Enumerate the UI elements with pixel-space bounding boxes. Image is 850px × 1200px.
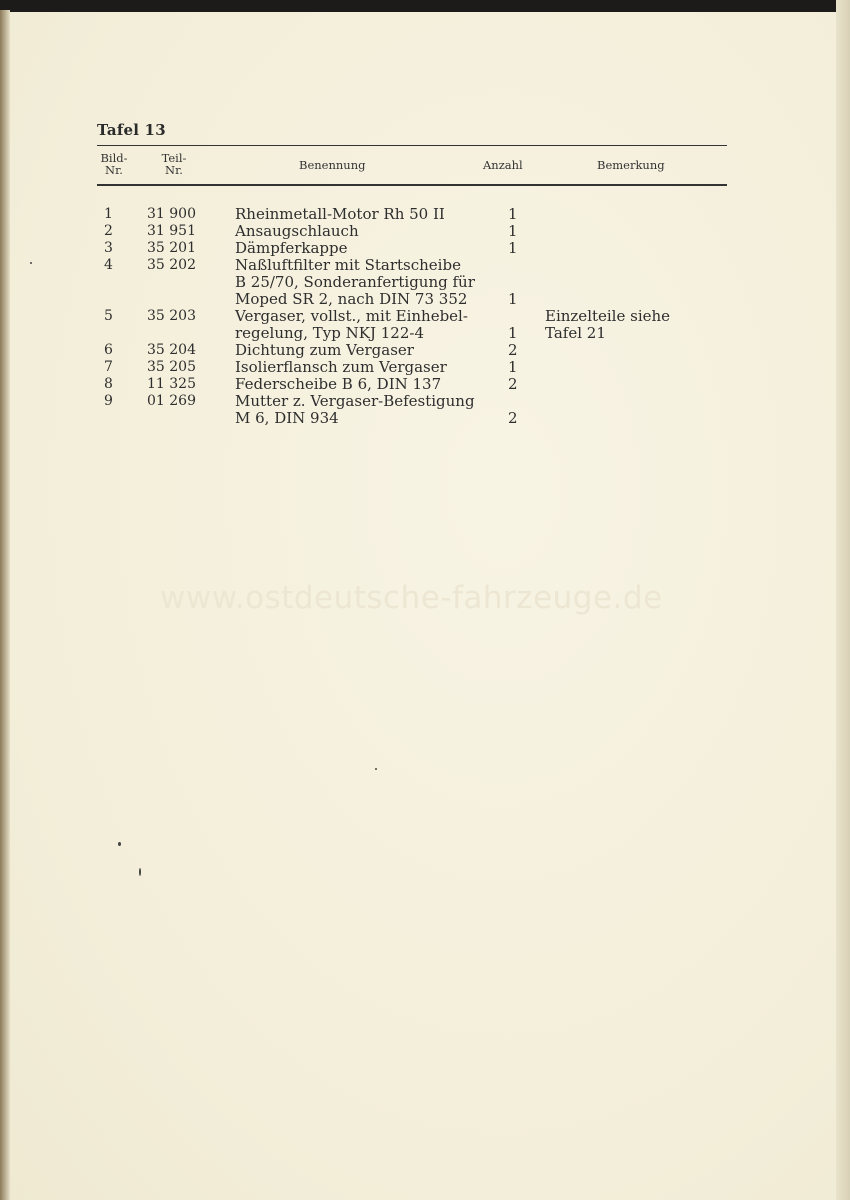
parts-table-body <box>0 206 850 427</box>
benennung-line: Naßluftfilter mit Startscheibe <box>235 256 461 274</box>
watermark: www.ostdeutsche-fahrzeuge.de <box>160 580 663 616</box>
bild-nr-cell: 2 <box>104 223 113 239</box>
scan-speck <box>118 842 121 846</box>
benennung-cell <box>235 359 447 376</box>
anzahl-cell: 1 <box>508 205 518 223</box>
scan-left-edge <box>0 10 10 1200</box>
header-anzahl: Anzahl <box>483 158 523 172</box>
header-teil-line-1: Teil- <box>161 151 187 165</box>
header-top-rule <box>97 145 727 146</box>
bemerkung-cell <box>545 308 670 342</box>
benennung-line: Dichtung zum Vergaser <box>235 341 414 359</box>
benennung-cell <box>235 376 441 393</box>
header-teil-nr <box>154 152 194 176</box>
teil-nr-cell: 31 900 <box>147 206 196 222</box>
benennung-line: Isolierflansch zum Vergaser <box>235 358 447 376</box>
page-title: Tafel 13 <box>97 121 166 139</box>
teil-nr-cell: 35 202 <box>147 257 196 273</box>
anzahl-cell: 1 <box>508 290 518 308</box>
bild-nr-cell: 1 <box>104 206 113 222</box>
anzahl-cell: 2 <box>508 375 518 393</box>
teil-nr-cell: 35 204 <box>147 342 196 358</box>
table-row <box>0 223 850 240</box>
teil-nr-cell: 35 205 <box>147 359 196 375</box>
header-bild-line-1: Bild- <box>100 151 128 165</box>
scan-speck <box>139 868 141 876</box>
header-bemerkung: Bemerkung <box>597 158 665 172</box>
bild-nr-cell: 6 <box>104 342 113 358</box>
teil-nr-cell: 35 203 <box>147 308 196 324</box>
scan-speck <box>30 262 32 264</box>
benennung-line: Mutter z. Vergaser-Befestigung <box>235 392 475 410</box>
table-row <box>0 393 850 427</box>
teil-nr-cell: 01 269 <box>147 393 196 409</box>
table-row <box>0 376 850 393</box>
header-teil-line-2: Nr. <box>165 163 183 177</box>
benennung-cell <box>235 257 475 308</box>
benennung-cell <box>235 223 359 240</box>
bemerkung-line: Einzelteile siehe <box>545 307 671 325</box>
teil-nr-cell: 11 325 <box>147 376 196 392</box>
bild-nr-cell: 5 <box>104 308 113 324</box>
table-row <box>0 257 850 308</box>
benennung-line: Rheinmetall-Motor Rh 50 II <box>235 205 445 223</box>
benennung-cell <box>235 206 445 223</box>
table-row <box>0 240 850 257</box>
benennung-line: B 25/70, Sonderanfertigung für <box>235 273 475 291</box>
benennung-line: Federscheibe B 6, DIN 137 <box>235 375 442 393</box>
teil-nr-cell: 31 951 <box>147 223 196 239</box>
anzahl-cell: 1 <box>508 358 518 376</box>
anzahl-cell: 1 <box>508 324 518 342</box>
table-row <box>0 342 850 359</box>
benennung-line: M 6, DIN 934 <box>235 409 339 427</box>
bild-nr-cell: 8 <box>104 376 113 392</box>
scan-right-edge <box>836 0 850 1200</box>
bild-nr-cell: 7 <box>104 359 113 375</box>
table-row <box>0 308 850 342</box>
header-bild-line-2: Nr. <box>105 163 123 177</box>
scan-speck <box>375 768 377 770</box>
anzahl-cell: 2 <box>508 409 518 427</box>
benennung-cell <box>235 308 468 342</box>
table-row <box>0 206 850 223</box>
anzahl-cell: 1 <box>508 222 518 240</box>
bild-nr-cell: 3 <box>104 240 113 256</box>
header-bild-nr <box>94 152 134 176</box>
benennung-line: Moped SR 2, nach DIN 73 352 <box>235 290 468 308</box>
anzahl-cell: 1 <box>508 239 518 257</box>
header-benennung: Benennung <box>299 158 366 172</box>
table-row <box>0 359 850 376</box>
bild-nr-cell: 9 <box>104 393 113 409</box>
header-bottom-rule <box>97 184 727 186</box>
benennung-cell <box>235 342 414 359</box>
benennung-line: Ansaugschlauch <box>235 222 359 240</box>
benennung-line: regelung, Typ NKJ 122-4 <box>235 324 424 342</box>
anzahl-cell: 2 <box>508 341 518 359</box>
teil-nr-cell: 35 201 <box>147 240 196 256</box>
bemerkung-line: Tafel 21 <box>545 324 606 342</box>
benennung-cell <box>235 240 348 257</box>
benennung-line: Dämpferkappe <box>235 239 348 257</box>
bild-nr-cell: 4 <box>104 257 113 273</box>
benennung-cell <box>235 393 475 427</box>
benennung-line: Vergaser, vollst., mit Einhebel- <box>235 307 468 325</box>
